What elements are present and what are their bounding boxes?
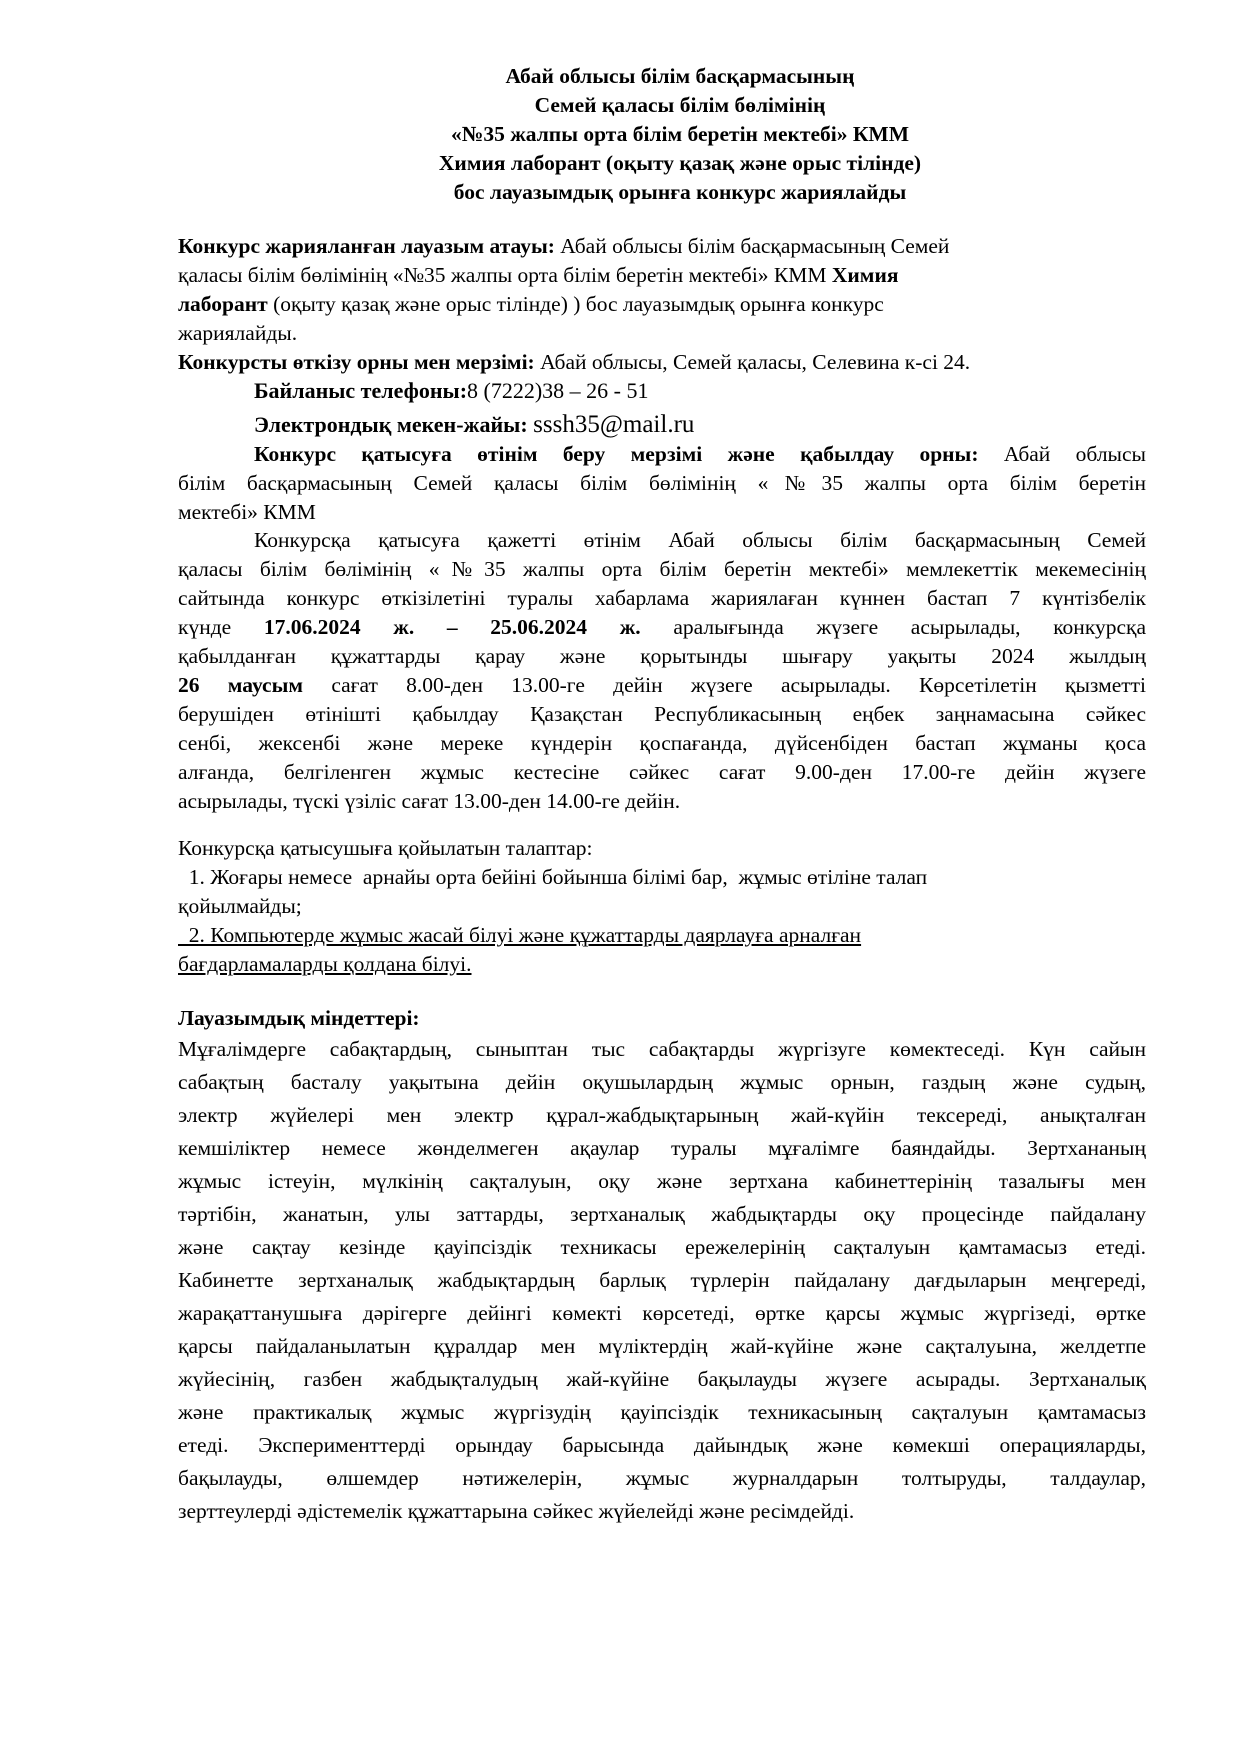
requirements-title: Конкурсқа қатысушыға қойылатын талаптар:	[178, 836, 593, 860]
duties-text: қарсы пайдаланылатын құралдар мен мүліктердің жай-күйіне және сақталуына, желдетпе	[178, 1334, 1146, 1358]
application-text: білім басқармасының Семей қаласы білім бөлімінің «№35 жалпы орта білім беретін	[178, 471, 1146, 495]
duties-text: зерттеулерді әдістемелік құжаттарына сәйкес жүйелейді және ресімдейді.	[178, 1499, 855, 1523]
header-line: Абай облысы білім басқармасының	[505, 64, 855, 88]
requirements-section	[178, 834, 1146, 979]
duties-text: бақылауды, өлшемдер нәтижелерін, жұмыс журналдарын толтыруды, талдаулар,	[178, 1466, 1146, 1490]
duties-text: кемшіліктер немесе жөнделмеген ақаулар туралы мұғалімге баяндайды. Зертхананың	[178, 1136, 1146, 1160]
end-date: 25.06.2024 ж.	[490, 615, 641, 639]
position-title: лаборант	[178, 292, 268, 316]
email-line	[178, 410, 1146, 439]
procedure-text: Конкурсқа қатысуға қажетті өтінім Абай облысы білім басқармасының Семей	[254, 528, 1146, 552]
position-text: Абай облысы білім басқармасының Семей	[554, 234, 950, 258]
position-title: Химия	[831, 263, 899, 287]
procedure-text: берушіден өтінішті қабылдау Қазақстан Республикасының еңбек заңнамасына сәйкес	[178, 702, 1146, 726]
requirement-item: 1. Жоғары немесе арнайы орта бейіні бойынша білімі бар, жұмыс өтіліне талап	[178, 865, 928, 889]
duties-text: етеді. Эксперименттерді орындау барысында дайындық және көмекші операцияларды,	[178, 1433, 1146, 1457]
header-line: «№35 жалпы орта білім беретін мектебі» КММ	[450, 122, 910, 146]
duties-section	[178, 1004, 1146, 1528]
procedure-text: алғанда, белгіленген жұмыс кестесіне сәйкес сағат 9.00-ден 17.00-ге дейін жүзеге	[178, 760, 1146, 784]
duties-text: тәртібін, жанатын, улы заттарды, зертханалық жабдықтарды оқу процесінде пайдалану	[178, 1202, 1146, 1226]
position-text: қаласы білім бөлімінің «№35 жалпы орта білім беретін мектебі» КММ	[178, 263, 832, 287]
procedure-text: қабылданған құжаттарды қарау және қорытынды шығару уақыты 2024 жылдың	[178, 644, 1146, 668]
start-date: 17.06.2024 ж.	[263, 615, 415, 639]
document-header	[390, 62, 970, 207]
header-line: Семей қаласы білім бөлімінің	[534, 93, 826, 117]
requirement-item: 2. Компьютерде жұмыс жасай білуі және құжаттарды даярлауға арналған	[178, 923, 862, 947]
requirement-item: қойылмайды;	[178, 894, 302, 918]
date-dash: –	[414, 615, 491, 639]
application-label: Конкурс қатысуға өтінім беру мерзімі және қабылдау орны:	[254, 442, 979, 466]
duties-text: электр жүйелері мен электр құрал-жабдықтарының жай-күйін тексереді, анықталған	[178, 1103, 1146, 1127]
duties-text: жүйесінің, газбен жабдықталудың жай-күйіне бақылауды жүзеге асырады. Зертханалық	[178, 1367, 1146, 1391]
application-text: Абай облысы	[978, 442, 1146, 466]
procedure-text: сағат 8.00-ден 13.00-ге дейін жүзеге асырылады. Көрсетілетін қызметті	[303, 673, 1146, 697]
procedure-text: күнде	[178, 615, 264, 639]
duties-text: Кабинетте зертханалық жабдықтардың барлық түрлерін пайдалану дағдыларын меңгереді,	[178, 1268, 1146, 1292]
application-section	[178, 440, 1146, 527]
header-line: Химия лаборант (оқыту қазақ және орыс тілінде)	[438, 151, 922, 175]
duties-title: Лауазымдық міндеттері:	[178, 1006, 420, 1030]
place-value: Абай облысы, Семей қаласы, Селевина к-сі 24.	[534, 350, 971, 374]
duties-text: жұмыс істеуін, мүлкінің сақталуын, оқу және зертхана кабинеттерінің тазалығы мен	[178, 1169, 1146, 1193]
procedure-text: сенбі, жексенбі және мереке күндерін қоспағанда, дүйсенбіден бастап жұманы қоса	[178, 731, 1146, 755]
duties-text: жарақаттанушыға дәрігерге дейінгі көмекті көрсетеді, өртке қарсы жұмыс жүргізеді, өртке	[178, 1301, 1146, 1325]
duties-text: Мұғалімдерге сабақтардың, сыныптан тыс сабақтарды жүргізуге көмектеседі. Күн сайын	[178, 1037, 1146, 1061]
procedure-text: сайтында конкурс өткізілетіні туралы хабарлама жариялаған күннен бастап 7 күнтізбелік	[178, 586, 1146, 610]
email-value[interactable]: sssh35@mail.ru	[533, 411, 695, 438]
phone-line	[178, 376, 1146, 405]
procedure-section	[178, 526, 1146, 816]
phone-label: Байланыс телефоны:	[254, 378, 468, 403]
position-label: Конкурс жарияланған лауазым атауы:	[178, 234, 555, 258]
duties-text: және практикалық жұмыс жүргізудің қауіпсіздік техникасының сақталуын қамтамасыз	[178, 1400, 1146, 1424]
phone-value: 8 (7222)38 – 26 - 51	[467, 378, 649, 403]
position-text: (оқыту қазақ және орыс тілінде) ) бос лауазымдық орынға конкурс	[267, 292, 884, 316]
requirement-item: бағдарламаларды қолдана білуі.	[178, 952, 472, 976]
procedure-text: қаласы білім бөлімінің «№35 жалпы орта білім беретін мектебі» мемлекеттік мекемесінің	[178, 557, 1146, 581]
duties-text: және сақтау кезінде қауіпсіздік техникасы ережелерінің сақталуын қамтамасыз етеді.	[178, 1235, 1146, 1259]
header-line: бос лауазымдық орынға конкурс жариялайды	[453, 180, 907, 204]
duties-text: сабақтың басталу уақытына дейін оқушылардың жұмыс орнын, газдың және судың,	[178, 1070, 1146, 1094]
position-text: жариялайды.	[178, 321, 298, 345]
position-section	[178, 232, 1146, 377]
place-label: Конкурсты өткізу орны мен мерзімі:	[178, 350, 535, 374]
result-date: 26 маусым	[178, 673, 304, 697]
application-text: мектебі» КММ	[178, 500, 316, 524]
procedure-text: асырылады, түскі үзіліс сағат 13.00-ден 14.00-ге дейін.	[178, 789, 681, 813]
email-label: Электрондық мекен-жайы:	[254, 412, 534, 437]
procedure-text: аралығында жүзеге асырылады, конкурсқа	[640, 615, 1146, 639]
